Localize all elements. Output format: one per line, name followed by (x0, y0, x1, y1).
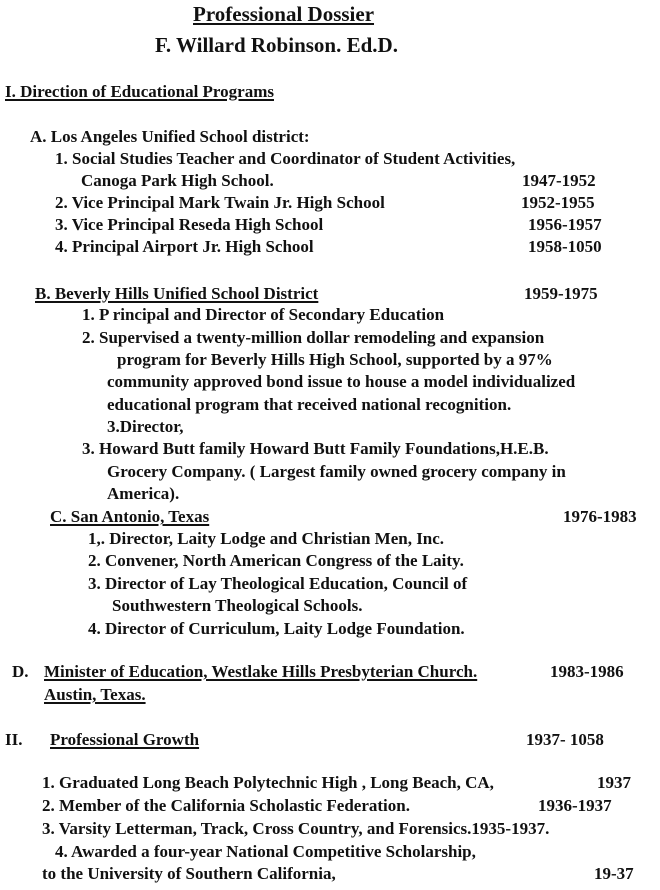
list-item-continuation: program for Beverly Hills High School, supported by a 97% (117, 350, 553, 369)
list-item-continuation: educational program that received national recognition. (107, 395, 512, 414)
person-name: F. Willard Robinson. Ed.D. (155, 33, 398, 57)
date-range: 1936-1937 (538, 796, 612, 815)
list-item: 1,. Director, Laity Lodge and Christian Men, Inc. (88, 529, 445, 548)
section-b-heading: B. Beverly Hills Unified School District (35, 284, 319, 303)
list-item: 3. Howard Butt family Howard Butt Family Foundations,H.E.B. (82, 439, 549, 458)
section-2-heading: Professional Growth (50, 730, 200, 749)
section-1-heading: I. Direction of Educational Programs (5, 82, 274, 101)
list-item: 2. Member of the California Scholastic Federation. (42, 796, 410, 815)
list-item: 4. Principal Airport Jr. High School (55, 237, 314, 256)
list-item: 3. Varsity Letterman, Track, Cross Country, and Forensics.1935-1937. (42, 819, 550, 838)
list-item: 1. Social Studies Teacher and Coordinator of Student Activities, (55, 149, 516, 168)
list-item-continuation: community approved bond issue to house a model individualized (107, 372, 576, 391)
list-item-continuation: 3.Director, (107, 417, 184, 436)
date-range: 1937- 1058 (526, 730, 604, 749)
section-d-label: D. (12, 662, 29, 681)
date-range: 1958-1050 (528, 237, 602, 256)
date-range: 1959-1975 (524, 284, 598, 303)
list-item: 1. P rincipal and Director of Secondary Education (82, 305, 445, 324)
section-c-heading: C. San Antonio, Texas (50, 507, 210, 526)
list-item: 4. Director of Curriculum, Laity Lodge Foundation. (88, 619, 465, 638)
list-item: 4. Awarded a four-year National Competitive Scholarship, (55, 842, 476, 861)
list-item-continuation: to the University of Southern California, (42, 864, 336, 883)
section-d-heading: Minister of Education, Westlake Hills Presbyterian Church. (44, 662, 478, 681)
list-item: 2. Supervised a twenty-million dollar remodeling and expansion (82, 328, 545, 347)
list-item-continuation: Canoga Park High School. (81, 171, 274, 190)
section-a-heading: A. Los Angeles Unified School district: (30, 127, 310, 146)
document-title: Professional Dossier (193, 2, 375, 26)
date-range: 1937 (597, 773, 631, 792)
list-item: 2. Convener, North American Congress of the Laity. (88, 551, 464, 570)
date-range: 1976-1983 (563, 507, 637, 526)
list-item: 3. Vice Principal Reseda High School (55, 215, 324, 234)
list-item-continuation: Southwestern Theological Schools. (112, 596, 363, 615)
date-range: 1952-1955 (521, 193, 595, 212)
list-item-continuation: America). (107, 484, 180, 503)
date-range: 1956-1957 (528, 215, 602, 234)
date-range: 1947-1952 (522, 171, 596, 190)
section-d-location: Austin, Texas. (44, 685, 146, 704)
date-range: 19-37 (594, 864, 634, 883)
list-item-continuation: Grocery Company. ( Largest family owned grocery company in (107, 462, 566, 481)
list-item: 1. Graduated Long Beach Polytechnic High , Long Beach, CA, (42, 773, 494, 792)
list-item: 3. Director of Lay Theological Education, Council of (88, 574, 468, 593)
date-range: 1983-1986 (550, 662, 624, 681)
section-2-label: II. (5, 730, 23, 749)
list-item: 2. Vice Principal Mark Twain Jr. High School (55, 193, 385, 212)
